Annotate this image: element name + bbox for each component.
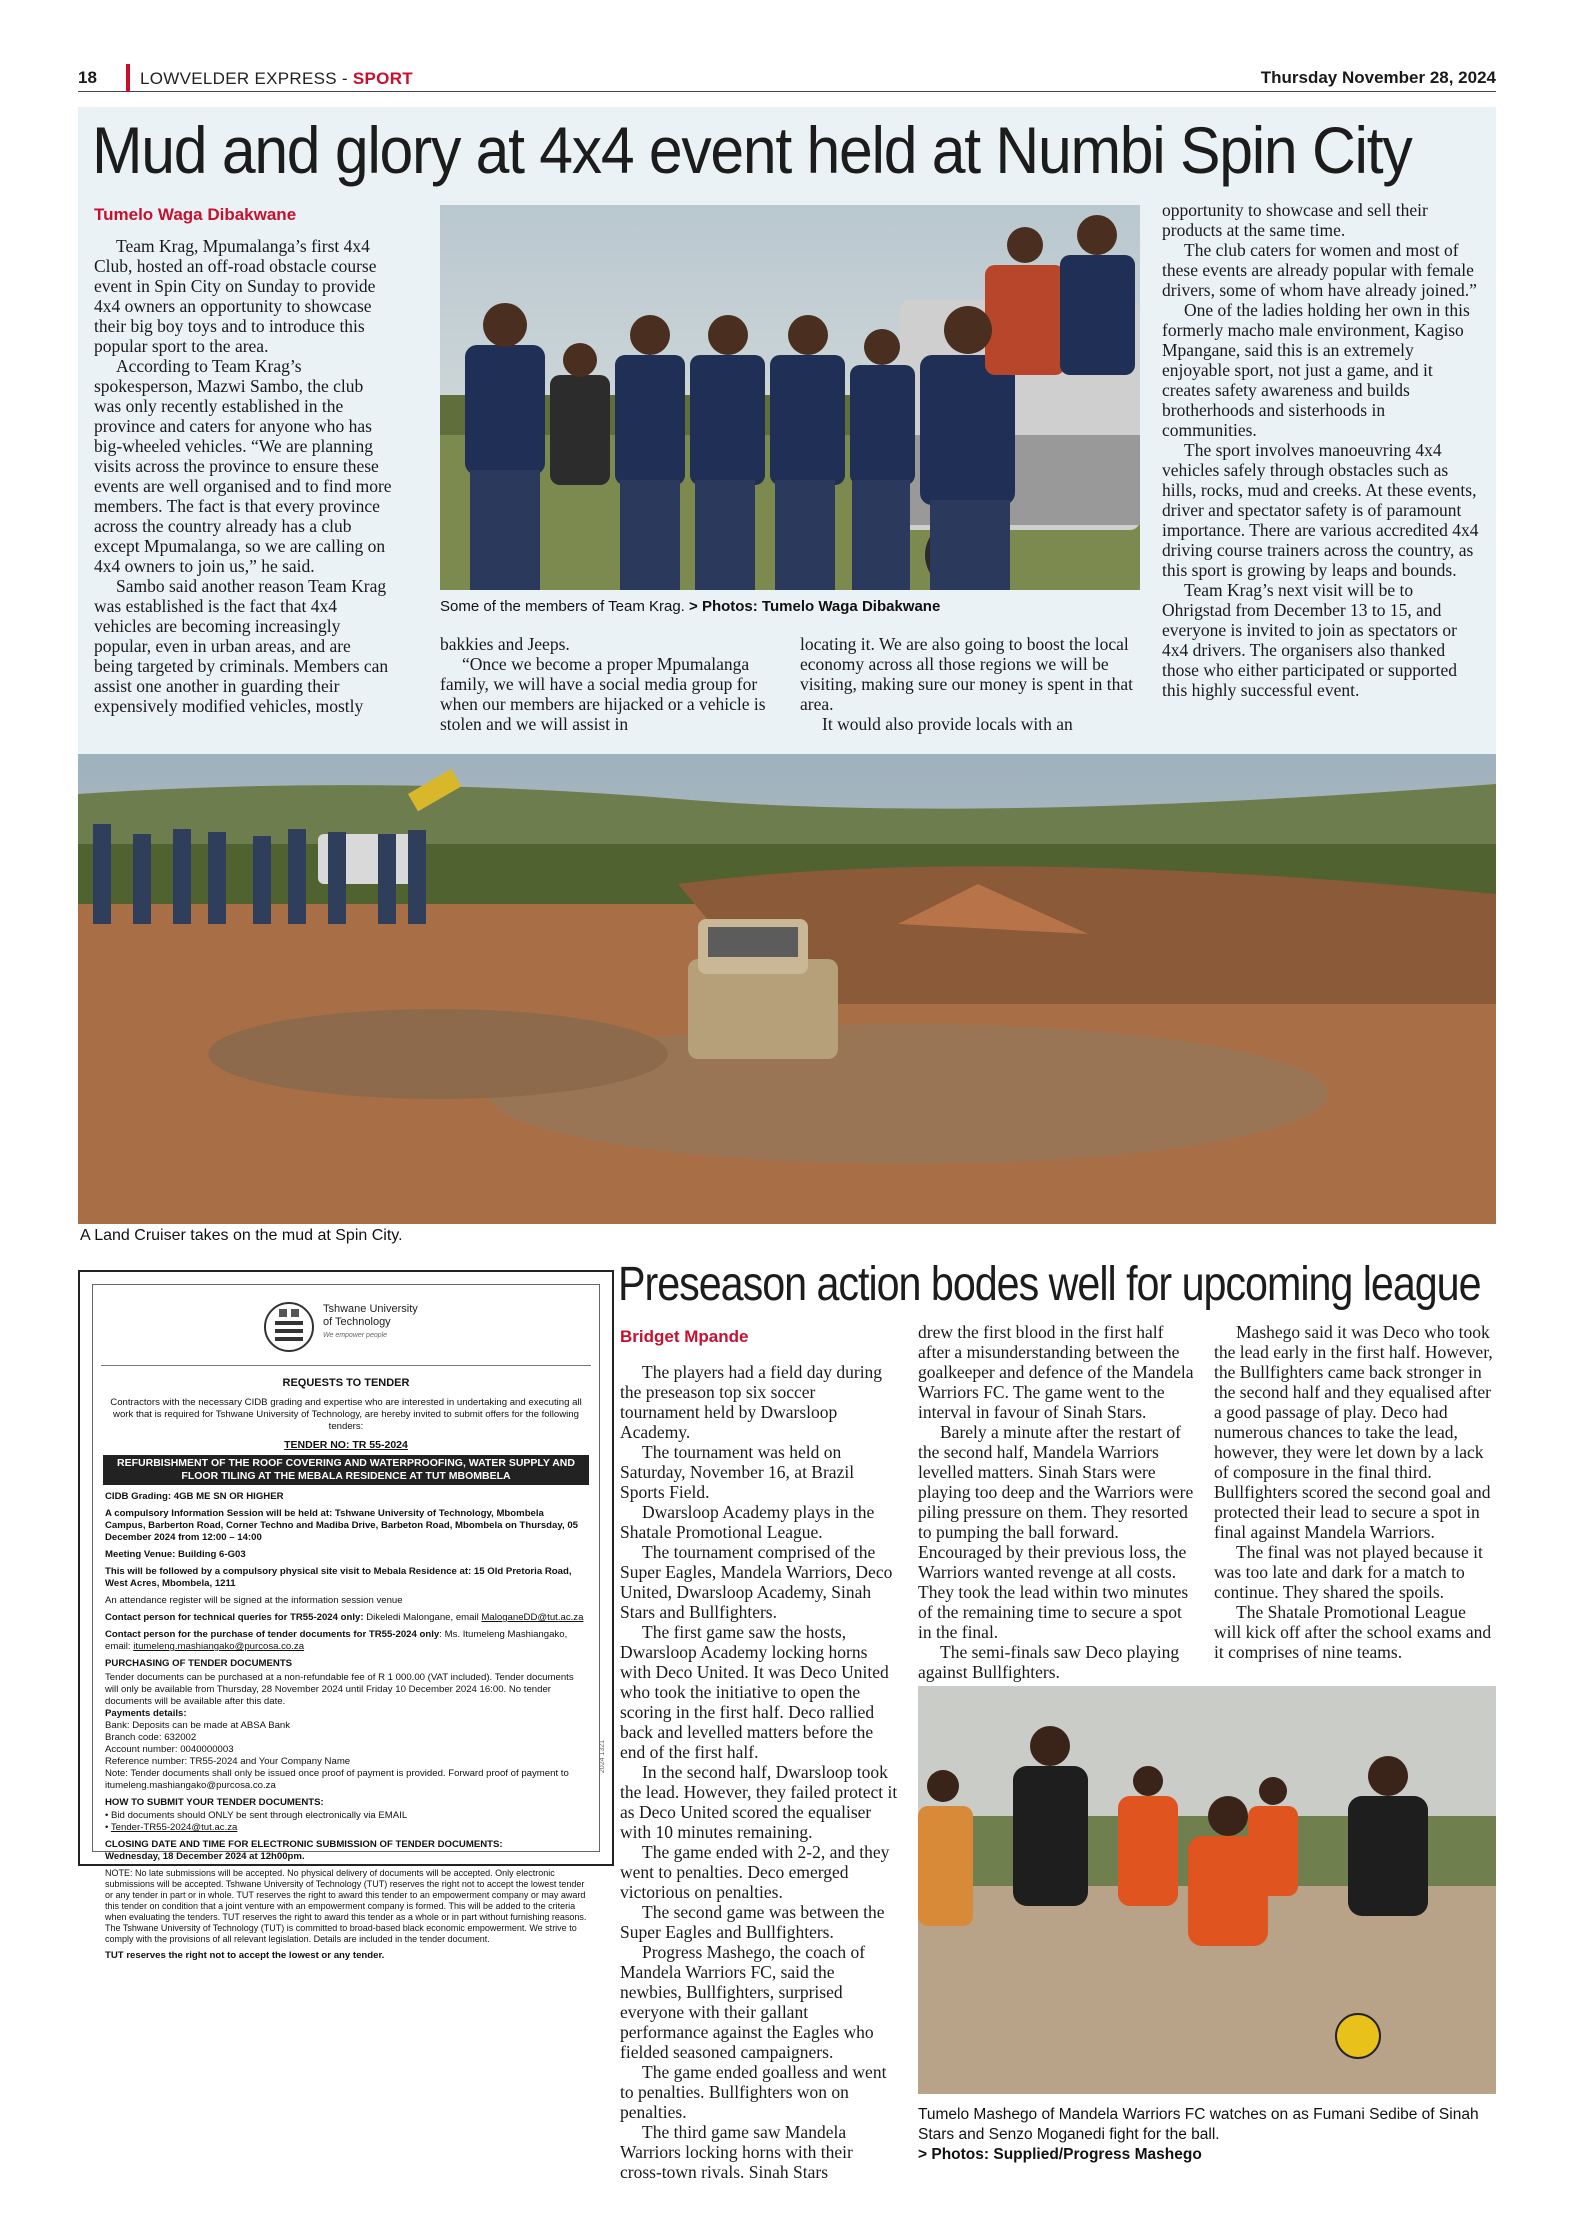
headline: Mud and glory at 4x4 event held at Numbi Spin City bbox=[92, 113, 1412, 187]
paragraph: The tournament comprised of the Super Eagles, Mandela Warriors, Deco United, Dwarsloop Academy, Sinah Stars and Bullfighters. bbox=[620, 1542, 893, 1622]
final-note: NOTE: No late submissions will be accepted. No physical delivery of documents will be accepted. Only electronic submissions will be accepted. Tshwane University of Technology (TUT) reserves the right not to accept the lowest tender or any tender in part or in whole. TUT reserves the right to award this tender to an empowerment company or may award this tender on condition that a joint venture with an empowerment company is formed. This will be added to the criteria when evaluating the tenders. TUT reserves the right to award this tender as a whole or in part without furnishing reasons. The Tshwane University of Technology (TUT) is committed to broad-based black economic empowerment. We strive to comply with the provisions of all relevant legislation. Details are included in the tender document. bbox=[105, 1868, 587, 1944]
divider bbox=[101, 1365, 591, 1366]
payment-heading: Payments details: bbox=[105, 1708, 187, 1719]
story2-column-2 bbox=[918, 1322, 1196, 1682]
story2-column-1 bbox=[620, 1362, 898, 2182]
team-photo-image bbox=[440, 205, 1140, 590]
account-number: Account number: 0040000003 bbox=[105, 1744, 234, 1755]
purchase-contact-email[interactable]: itumeleng.mashiangako@purcosa.co.za bbox=[133, 1641, 305, 1652]
paragraph: opportunity to showcase and sell their products at the same time. bbox=[1162, 200, 1428, 240]
photo-credit: > Photos: Tumelo Waga Dibakwane bbox=[689, 598, 941, 615]
paragraph: Barely a minute after the restart of the second half, Mandela Warriors levelled matters. Sinah Stars were playing too deep and the Warriors were piling pressure on them. They resorted to pumping the ball forward. Encouraged by their previous loss, the Warriors wanted revenge at all costs. They took the lead within two minutes of the remaining time to secure a spot in the final. bbox=[918, 1422, 1194, 1642]
submit-item-2: • Tender-TR55-2024@tut.ac.za bbox=[105, 1822, 238, 1833]
paragraph: One of the ladies holding her own in this formerly macho male environment, Kagiso Mpangane, said this is an extremely enjoyable sport, not just a game, and it creates safety awareness and builds brotherhoods and sisterhoods in communities. bbox=[1162, 300, 1470, 440]
submit-item-1-text: Bid documents should ONLY be sent through electronically via EMAIL bbox=[111, 1810, 408, 1821]
page-number: 18 bbox=[78, 68, 97, 87]
story1-column-3 bbox=[800, 634, 1140, 734]
mud-photo-image bbox=[78, 754, 1496, 1224]
bank-line: Bank: Deposits can be made at ABSA Bank bbox=[105, 1720, 291, 1731]
folio-divider bbox=[126, 64, 130, 92]
technical-contact-label: Contact person for technical queries for TR55-2024 only: bbox=[105, 1612, 364, 1623]
paragraph: locating it. We are also going to boost the local economy across all those regions we will be visiting, making sure our money is spent in that area. bbox=[800, 634, 1133, 714]
mud-photo bbox=[78, 754, 1496, 1224]
issue-date: Thursday November 28, 2024 bbox=[1260, 68, 1496, 87]
purchase-contact-name: : Ms. Itumeleng Mashiangako, email: bbox=[105, 1629, 568, 1652]
paragraph: According to Team Krag’s spokesperson, Mazwi Sambo, the club was only recently established in the province and caters for anyone who has big-wheeled vehicles. “We are planning visits across the province to ensure these events are well organised and to find more members. The fact is that every province across the country already has a club except Mpumalanga, so we are calling on 4x4 owners to join us,” he said. bbox=[94, 356, 392, 576]
closing-heading: CLOSING DATE AND TIME FOR ELECTRONIC SUBMISSION OF TENDER DOCUMENTS: bbox=[105, 1839, 503, 1850]
submit-heading: HOW TO SUBMIT YOUR TENDER DOCUMENTS: bbox=[105, 1797, 324, 1808]
tut-logo bbox=[261, 1299, 461, 1353]
paragraph: It would also provide locals with an bbox=[822, 714, 1073, 734]
paragraph: Team Krag’s next visit will be to Ohrigstad from December 13 to 15, and everyone is invited to join as spectators or 4x4 drivers. The organisers also thanked those who either participated or supported this highly successful event. bbox=[1162, 580, 1457, 700]
uni-name-2: of Technology bbox=[323, 1316, 391, 1328]
tender-title: REQUESTS TO TENDER bbox=[282, 1377, 410, 1389]
paragraph: drew the first blood in the first half after a misunderstanding between the goalkeeper and defence of the Mandela Warriors FC. The game went to the interval in favour of Sinah Stars. bbox=[918, 1322, 1194, 1422]
uni-name: Tshwane University bbox=[323, 1303, 418, 1315]
story1-column-2 bbox=[440, 634, 780, 734]
info-session: A compulsory Information Session will be held at: Tshwane University of Technology, Mbombela Campus, Barberton Road, Corner Techno and Madiba Drive, Barbeton Road, Mbombela on Thursday, 05 December 2024 from 12:00 – 14:00 bbox=[105, 1508, 579, 1543]
paragraph: The final was not played because it was too late and dark for a match to continue. They shared the spoils. bbox=[1214, 1542, 1483, 1602]
paragraph: The first game saw the hosts, Dwarsloop Academy locking horns with Deco United. It was Deco United who took the initiative to open the scoring in the first half. Deco rallied back and levelled matters before the end of the first half. bbox=[620, 1622, 889, 1762]
tender-advert bbox=[78, 1270, 614, 1961]
reference-number: Reference number: TR55-2024 and Your Company Name bbox=[105, 1756, 351, 1767]
section-name: SPORT bbox=[352, 69, 413, 88]
technical-contact-name: Dikeledi Malongane, email bbox=[363, 1612, 482, 1623]
page-folio bbox=[78, 64, 1496, 92]
paragraph: “Once we become a proper Mpumalanga family, we will have a social media group for when our members are hijacked or a vehicle is stolen and we will assist in bbox=[440, 654, 766, 734]
paragraph: The tournament was held on Saturday, November 16, at Brazil Sports Field. bbox=[620, 1442, 855, 1502]
submit-item-1: • Bid documents should ONLY be sent through electronically via EMAIL bbox=[105, 1810, 408, 1821]
story1-column-4 bbox=[1162, 200, 1480, 700]
site-visit: This will be followed by a compulsory physical site visit to Mebala Residence at: 15 Old Pretoria Road, West Acres, Mbombela, 1211 bbox=[105, 1566, 572, 1589]
caption-text: Some of the members of Team Krag. bbox=[440, 598, 690, 615]
soccer-photo bbox=[918, 1686, 1496, 2094]
paragraph: The second game was between the Super Eagles and Bullfighters. bbox=[620, 1902, 885, 1942]
submit-email[interactable]: Tender-TR55-2024@tut.ac.za bbox=[110, 1822, 238, 1833]
tender-project: REFURBISHMENT OF THE ROOF COVERING AND WATERPROOFING, WATER SUPPLY AND FLOOR TILING AT THE MEBALA RESIDENCE AT TUT MBOMBELA bbox=[103, 1455, 589, 1485]
branch-code: Branch code: 632002 bbox=[105, 1732, 197, 1743]
photo-credit: > Photos: Supplied/Progress Mashego bbox=[918, 2146, 1202, 2163]
paragraph: The third game saw Mandela Warriors locking horns with their cross-town rivals. Sinah Stars bbox=[620, 2122, 853, 2182]
reserve-right: TUT reserves the right not to accept the lowest or any tender. bbox=[105, 1950, 385, 1961]
paragraph: The sport involves manoeuvring 4x4 vehicles safely through obstacles such as hills, rocks, mud and creeks. At these events, driver and spectator safety is of paramount importance. There are various accredited 4x4 driving course trainers across the country, as this sport is growing by leaps and bounds. bbox=[1162, 440, 1479, 580]
headline-2: Preseason action bodes well for upcoming league bbox=[618, 1258, 1481, 1311]
payment-note: Note: Tender documents shall only be issued once proof of payment is provided. Forward proof of payment to itumeleng.mashiangako@purcosa.co.za bbox=[105, 1768, 569, 1791]
ad-code: 2024 1321 bbox=[599, 1740, 606, 1774]
tender-intro: Contractors with the necessary CIDB grading and expertise who are interested in undertaking and executing all work that is required for Tshwane University of Technology, are hereby invited to submit offers for the following tenders: bbox=[110, 1397, 582, 1432]
closing-date: Wednesday, 18 December 2024 at 12h00pm. bbox=[105, 1851, 305, 1862]
paragraph: In the second half, Dwarsloop took the lead. However, they failed protect it as Deco United scored the equaliser with 10 minutes remaining. bbox=[620, 1762, 898, 1842]
story1-column-1 bbox=[94, 236, 394, 716]
paragraph: Dwarsloop Academy plays in the Shatale Promotional League. bbox=[620, 1502, 875, 1542]
attendance-register: An attendance register will be signed at the information session venue bbox=[105, 1595, 403, 1606]
story2-column-3 bbox=[1214, 1322, 1496, 1662]
tender-number: TENDER NO: TR 55-2024 bbox=[284, 1439, 408, 1451]
paragraph: The game ended with 2-2, and they went to penalties. Deco emerged victorious on penalties. bbox=[620, 1842, 890, 1902]
tender-advert-border bbox=[92, 1284, 606, 1961]
byline-2: Bridget Mpande bbox=[620, 1327, 749, 1346]
purchasing-text: Tender documents can be purchased at a non-refundable fee of R 1 000.00 (VAT included). Tender documents will only be available from Thursday, 28 November 2024 until Friday 10 December 2024 16:00. No tender documents will be available after this date. bbox=[105, 1672, 574, 1707]
purchase-contact bbox=[105, 1629, 587, 1653]
soccer-photo-image bbox=[918, 1686, 1496, 2094]
paragraph: The Shatale Promotional League will kick off after the school exams and it comprises of nine teams. bbox=[1214, 1602, 1492, 1662]
tut-crest-icon bbox=[261, 1299, 317, 1353]
caption-text: Tumelo Mashego of Mandela Warriors FC watches on as Fumani Sedibe of Sinah Stars and Senzo Moganedi fight for the ball. bbox=[918, 2106, 1479, 2143]
soccer-photo-caption bbox=[918, 2105, 1496, 2165]
mud-photo-caption: A Land Cruiser takes on the mud at Spin City. bbox=[80, 1227, 403, 1244]
paragraph: Mashego said it was Deco who took the lead early in the first half. However, the Bullfighters came back stronger in the second half and they equalised after a good passage of play. Deco had numerous chances to take the lead, however, they were let down by a lack of composure in the final third. Bullfighters scored the second goal and protected their lead to secure a spot in final against Mandela Warriors. bbox=[1214, 1322, 1493, 1542]
paragraph: The club caters for women and most of these events are already popular with female drivers, some of whom have already joined.” bbox=[1162, 240, 1477, 300]
meeting-venue: Meeting Venue: Building 6-G03 bbox=[105, 1549, 246, 1560]
paragraph: The players had a field day during the preseason top six soccer tournament held by Dwarsloop Academy. bbox=[620, 1362, 883, 1442]
paragraph: The semi-finals saw Deco playing against Bullfighters. bbox=[918, 1642, 1180, 1682]
purchasing-heading: PURCHASING OF TENDER DOCUMENTS bbox=[105, 1658, 293, 1669]
team-photo bbox=[440, 205, 1140, 590]
paragraph: The game ended goalless and went to penalties. Bullfighters won on penalties. bbox=[620, 2062, 887, 2122]
cidb-grading: CIDB Grading: 4GB ME SN OR HIGHER bbox=[105, 1491, 284, 1502]
paragraph: bakkies and Jeeps. bbox=[440, 634, 570, 654]
team-photo-caption bbox=[440, 597, 1140, 617]
purchase-contact-label: Contact person for the purchase of tender documents for TR55-2024 only bbox=[105, 1629, 440, 1640]
paragraph: Sambo said another reason Team Krag was established is the fact that 4x4 vehicles are becoming increasingly popular, even in urban areas, and are being targeted by criminals. Members can assist one another in guarding their expensively modified vehicles, mostly bbox=[94, 576, 389, 716]
publication-name bbox=[140, 69, 413, 89]
paragraph: Progress Mashego, the coach of Mandela Warriors FC, said the newbies, Bullfighters, surprised everyone with their gallant performance against the Eagles who fielded seasoned campaigners. bbox=[620, 1942, 874, 2062]
technical-contact bbox=[105, 1612, 587, 1624]
technical-contact-email[interactable]: MaloganeDD@tut.ac.za bbox=[481, 1612, 584, 1623]
publication-title: LOWVELDER EXPRESS - bbox=[140, 69, 353, 88]
byline: Tumelo Waga Dibakwane bbox=[94, 205, 297, 224]
uni-tagline: We empower people bbox=[323, 1332, 388, 1339]
paragraph: Team Krag, Mpumalanga’s first 4x4 Club, hosted an off-road obstacle course event in Spin City on Sunday to provide 4x4 owners an opportunity to showcase their big boy toys and to introduce this popular sport to the area. bbox=[94, 236, 377, 356]
